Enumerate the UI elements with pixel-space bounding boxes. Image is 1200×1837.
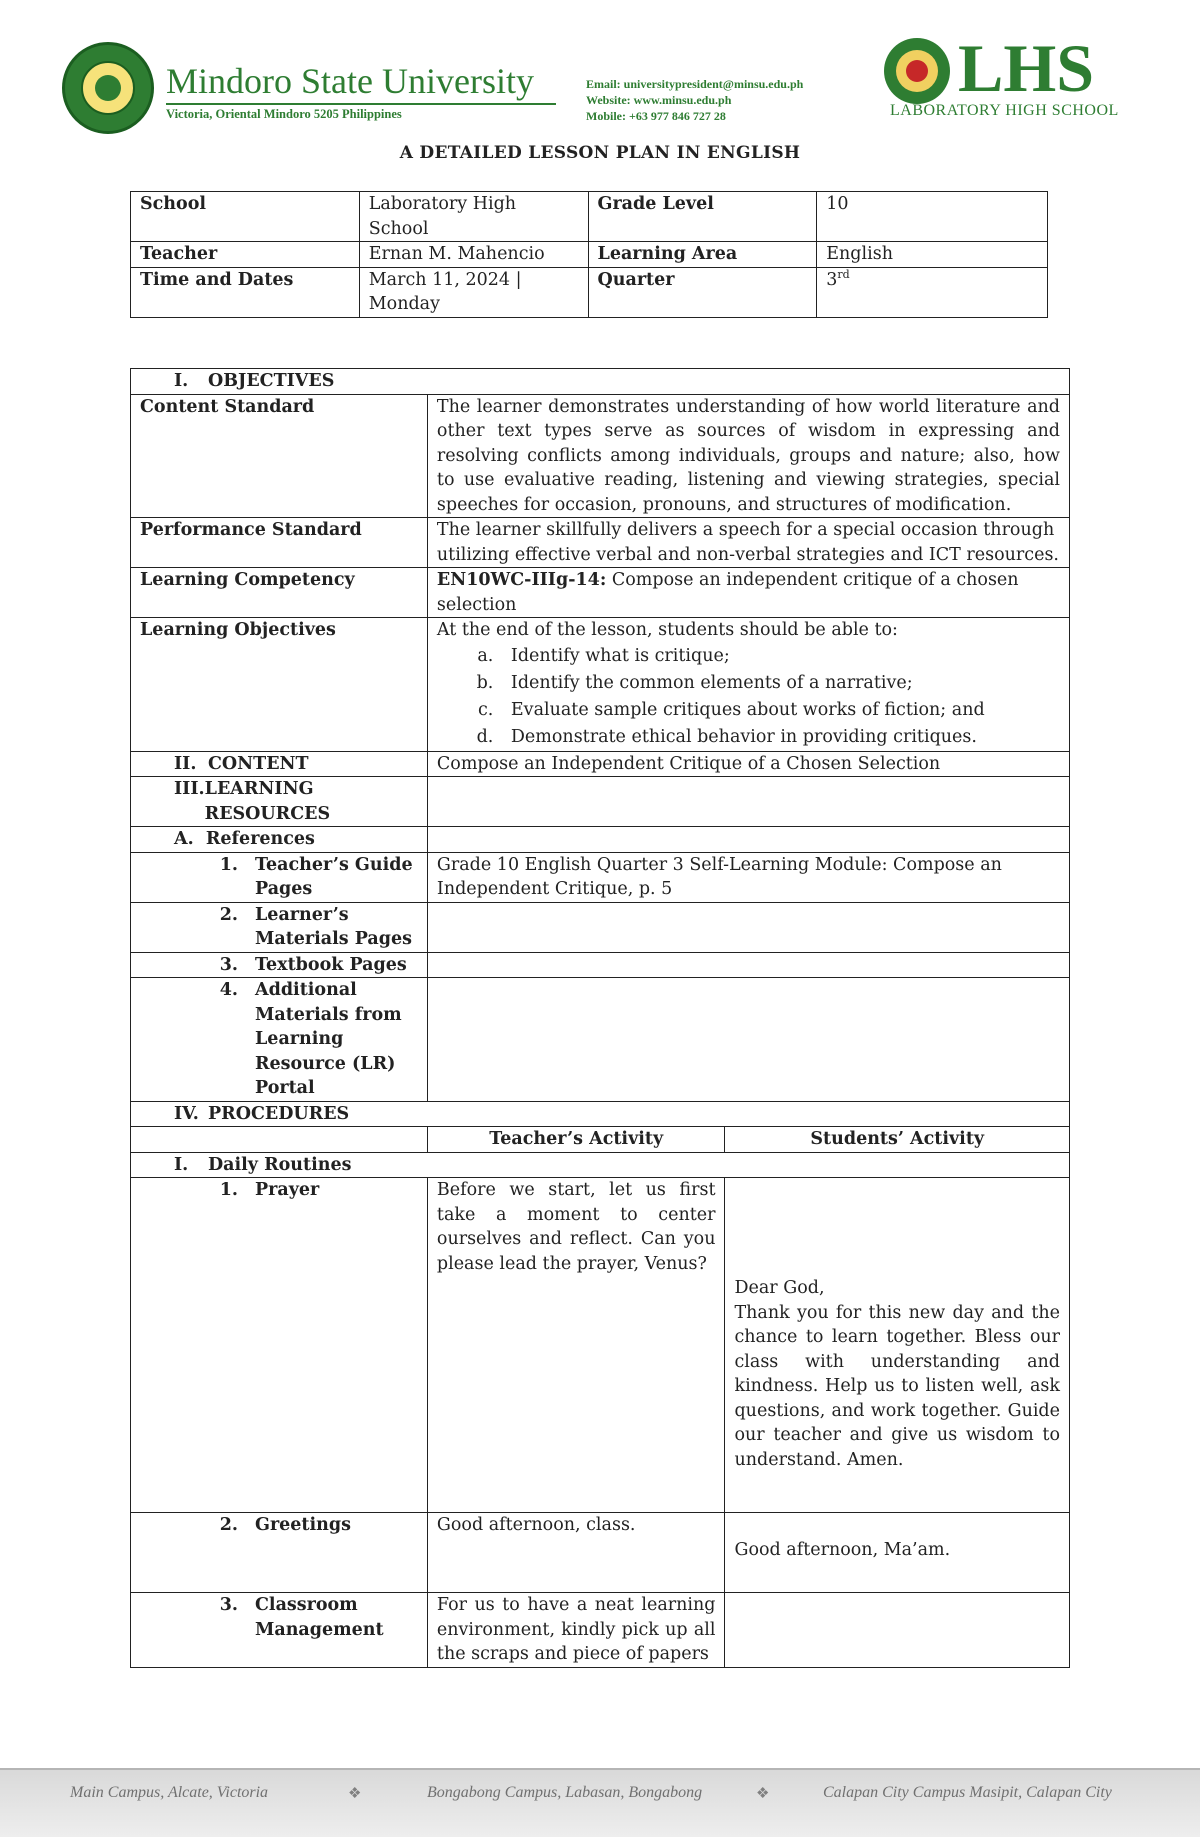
table-row [131, 952, 1070, 978]
contact-email: Email: universitypresident@minsu.edu.ph [586, 77, 804, 91]
list-item: b. Identify the common elements of a narrative; [499, 670, 1060, 697]
daily-routines-heading: I. Daily Routines [131, 1152, 1070, 1178]
table-row [131, 751, 1070, 777]
teacher-label: Teacher [131, 242, 360, 268]
greetings-teacher-text: Good afternoon, class. [427, 1513, 725, 1593]
table-row [131, 852, 1070, 902]
msu-seal-logo [62, 42, 154, 134]
table-row [131, 369, 1070, 395]
procedures-heading: IV. PROCEDURES [131, 1101, 1070, 1127]
classroom-management-teacher-text: For us to have a neat learning environment, kindly pick up all the scraps and piece of papers [427, 1593, 725, 1668]
quarter-value: 3rd [817, 267, 1048, 317]
learning-competency-text: EN10WC-IIIg-14: Compose an independent critique of a chosen selection [427, 568, 1069, 618]
learning-objectives-intro: At the end of the lesson, students should be able to: [436, 620, 898, 640]
list-item: d. Demonstrate ethical behavior in providing critiques. [499, 724, 1060, 751]
university-name-underline [166, 103, 556, 105]
table-row [131, 192, 1048, 242]
lhs-subtitle: LABORATORY HIGH SCHOOL [890, 102, 1119, 119]
objectives-heading: I. OBJECTIVES [131, 369, 1070, 395]
grade-level-label: Grade Level [588, 192, 817, 242]
footer-separator-icon: ❖ [756, 1784, 770, 1802]
lhs-seal-logo [884, 38, 950, 104]
additional-materials-label: 4. Additional Materials from Learning Resource (LR) Portal [131, 978, 428, 1102]
table-row [131, 1101, 1070, 1127]
footer-separator-icon: ❖ [348, 1784, 362, 1802]
learning-objectives-list [437, 643, 1060, 751]
students-activity-header: Students’ Activity [725, 1127, 1070, 1153]
teachers-guide-label: 1. Teacher’s Guide Pages [131, 852, 428, 902]
table-row [131, 518, 1070, 568]
table-row [131, 978, 1070, 1102]
table-row [131, 1127, 1070, 1153]
footer-campus-main: Main Campus, Alcate, Victoria [70, 1784, 269, 1801]
references-heading: A. References [131, 827, 428, 853]
university-name: Mindoro State University [166, 61, 534, 101]
info-table [130, 191, 1048, 318]
classroom-management-label: 3. Classroom Management [131, 1593, 428, 1668]
greetings-student-text: Good afternoon, Ma’am. [725, 1513, 1070, 1593]
teacher-activity-header: Teacher’s Activity [427, 1127, 725, 1153]
learning-objectives-label: Learning Objectives [131, 618, 428, 752]
document-title: A DETAILED LESSON PLAN IN ENGLISH [399, 143, 801, 163]
page-footer [0, 1768, 1200, 1837]
prayer-teacher-text: Before we start, let us first take a moment to center ourselves and reflect. Can you please lead the prayer, Venus? [427, 1178, 725, 1513]
prayer-student-text [725, 1178, 1070, 1513]
teacher-value: Ernan M. Mahencio [359, 242, 588, 268]
footer-campus-calapan: Calapan City Campus Masipit, Calapan City [823, 1784, 1112, 1801]
content-text: Compose an Independent Critique of a Chosen Selection [427, 751, 1069, 777]
performance-standard-text: The learner skillfully delivers a speech for a special occasion through utilizing effective verbal and non-verbal strategies and ICT resources. [427, 518, 1069, 568]
performance-standard-label: Performance Standard [131, 518, 428, 568]
teachers-guide-text: Grade 10 English Quarter 3 Self-Learning Module: Compose an Independent Critique, p. 5 [427, 852, 1069, 902]
time-dates-value: March 11, 2024 | Monday [359, 267, 588, 317]
greetings-label: 2. Greetings [131, 1513, 428, 1593]
footer-campus-bongabong: Bongabong Campus, Labasan, Bongabong [427, 1784, 703, 1801]
competency-code: EN10WC-IIIg-14: [436, 570, 607, 590]
content-heading: II. CONTENT [131, 751, 428, 777]
textbook-pages-label: 3. Textbook Pages [131, 952, 428, 978]
learning-area-label: Learning Area [588, 242, 817, 268]
list-item: c. Evaluate sample critiques about works of fiction; and [499, 697, 1060, 724]
quarter-suffix: rd [837, 267, 850, 281]
content-standard-text: The learner demonstrates understanding of how world literature and other text types serve as sources of wisdom in expressing and resolving conflicts among individuals, groups and nature; also, how to use evaluative reading, listening and viewing strategies, special speeches for occasion, pronouns, and structures of modification. [427, 394, 1069, 518]
content-standard-label: Content Standard [131, 394, 428, 518]
quarter-label: Quarter [588, 267, 817, 317]
grade-level-value: 10 [817, 192, 1048, 242]
learning-competency-label: Learning Competency [131, 568, 428, 618]
prayer-body: Thank you for this new day and the chance to learn together. Bless our class with understanding and kindness. Help us to listen well, ask questions, and work together. Guide our teacher and give us wisdom to understand. Amen. [734, 1302, 1060, 1470]
prayer-salutation: Dear God, [734, 1278, 825, 1298]
table-row [131, 1513, 1070, 1593]
contact-mobile: Mobile: +63 977 846 727 28 [586, 109, 726, 123]
time-dates-label: Time and Dates [131, 267, 360, 317]
table-row [131, 777, 1070, 827]
school-value: Laboratory High School [359, 192, 588, 242]
prayer-label: 1. Prayer [131, 1178, 428, 1513]
table-row [131, 1178, 1070, 1513]
table-row [131, 267, 1048, 317]
table-row [131, 242, 1048, 268]
table-row [131, 568, 1070, 618]
school-label: School [131, 192, 360, 242]
table-row [131, 827, 1070, 853]
learning-objectives-text [427, 618, 1069, 752]
table-row [131, 1593, 1070, 1668]
table-row [131, 618, 1070, 752]
lesson-plan-table [130, 368, 1070, 1668]
university-address: Victoria, Oriental Mindoro 5205 Philippines [166, 107, 402, 121]
table-row [131, 394, 1070, 518]
learning-area-value: English [817, 242, 1048, 268]
table-row [131, 1152, 1070, 1178]
contact-website: Website: www.minsu.edu.ph [586, 93, 732, 107]
table-row [131, 902, 1070, 952]
lhs-logo-text: LHS [958, 30, 1095, 106]
list-item: a. Identify what is critique; [499, 643, 1060, 670]
contact-info [586, 76, 803, 124]
learners-materials-label: 2. Learner’s Materials Pages [131, 902, 428, 952]
learning-resources-heading: III. LEARNING RESOURCES [131, 777, 428, 827]
